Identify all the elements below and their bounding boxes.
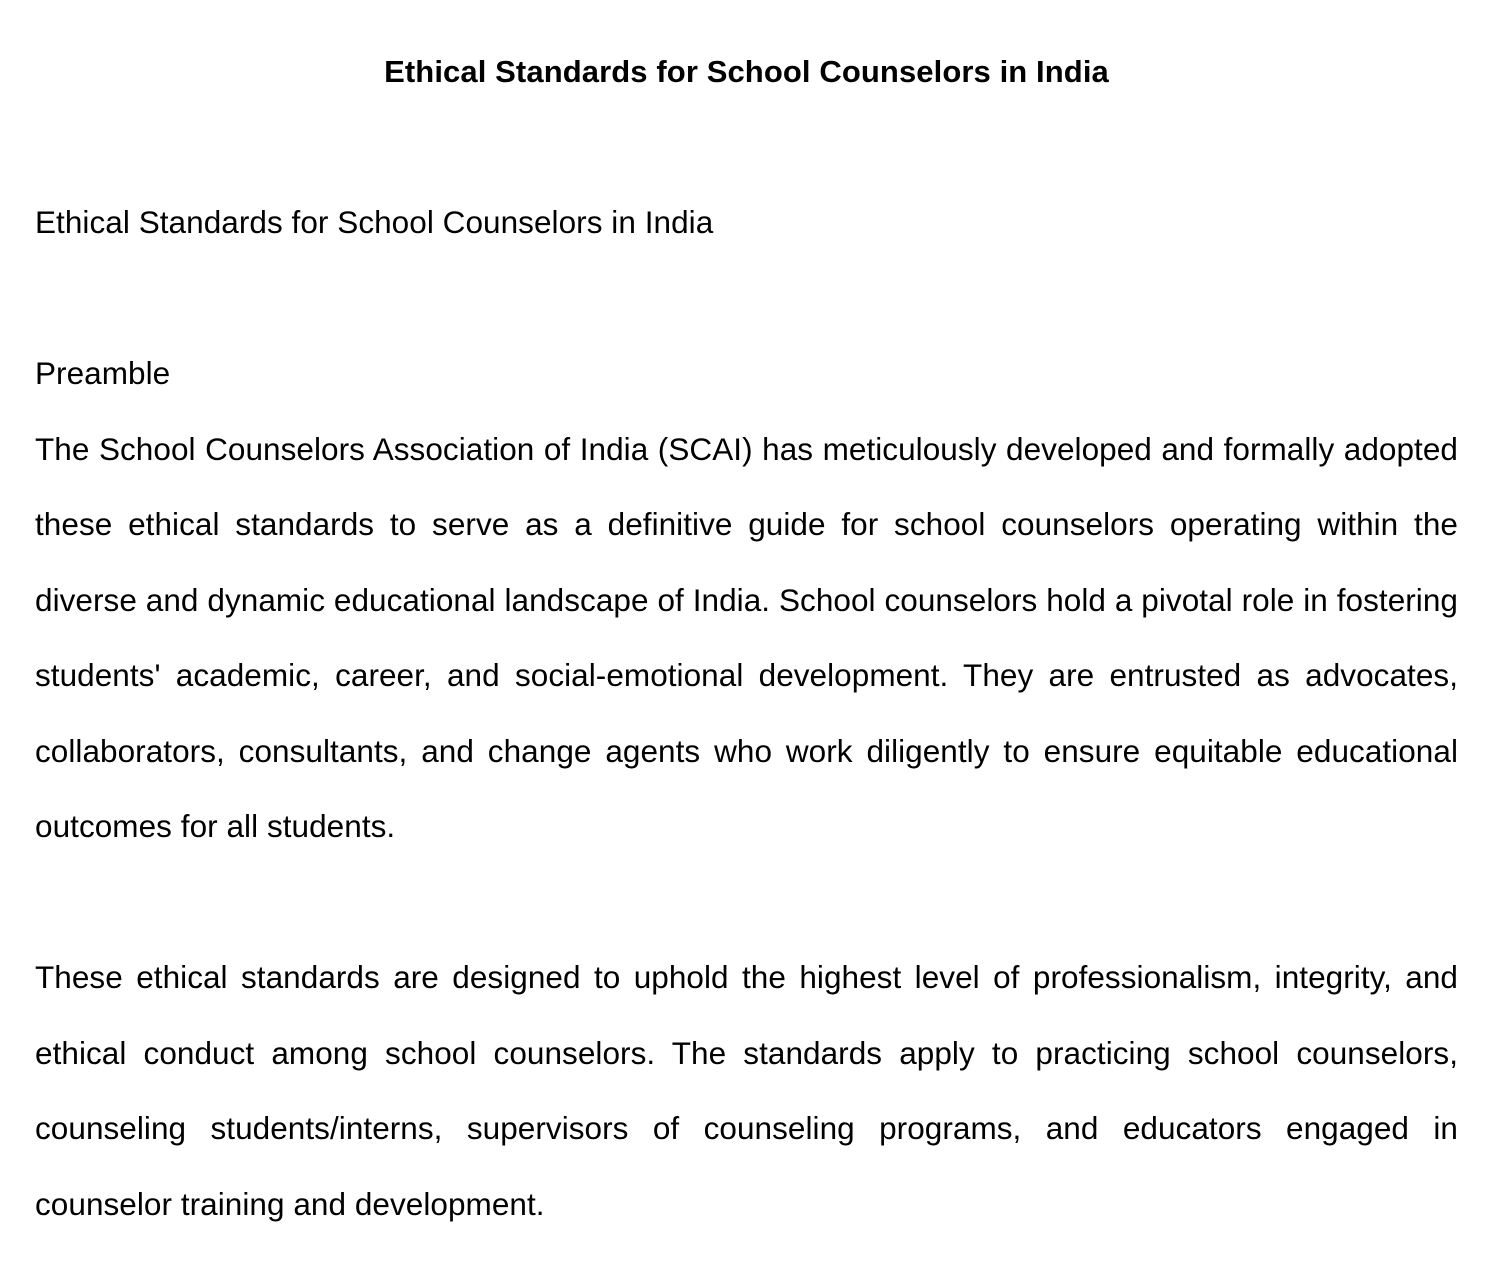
section-heading-preamble: Preamble	[35, 355, 171, 391]
blank-line-2	[35, 865, 1458, 941]
paragraph-scope: These ethical standards are designed to uphold the highest level of professionalism, integrity, and ethical conduct among school counselors. The standards apply to practicing school counselors, counseling students/interns, supervisors of counseling programs, and educators engaged in counselor training and development.	[35, 959, 1458, 1222]
paragraph-preamble-intro: The School Counselors Association of India (SCAI) has meticulously developed and formally adopted these ethical standards to serve as a definitive guide for school counselors operating within the diverse and dynamic educational landscape of India. School counselors hold a pivotal role in fostering students' academic, career, and social-emotional development. They are entrusted as advocates, collaborators, consultants, and change agents who work diligently to ensure equitable educational outcomes for all students.	[35, 430, 1458, 844]
blank-line-1	[35, 261, 1458, 337]
title-spacer	[35, 87, 1458, 185]
document-heading: Ethical Standards for School Counselors in India	[35, 204, 714, 240]
document-text-column	[35, 0, 1458, 1242]
page-title: Ethical Standards for School Counselors in India	[384, 54, 1109, 89]
